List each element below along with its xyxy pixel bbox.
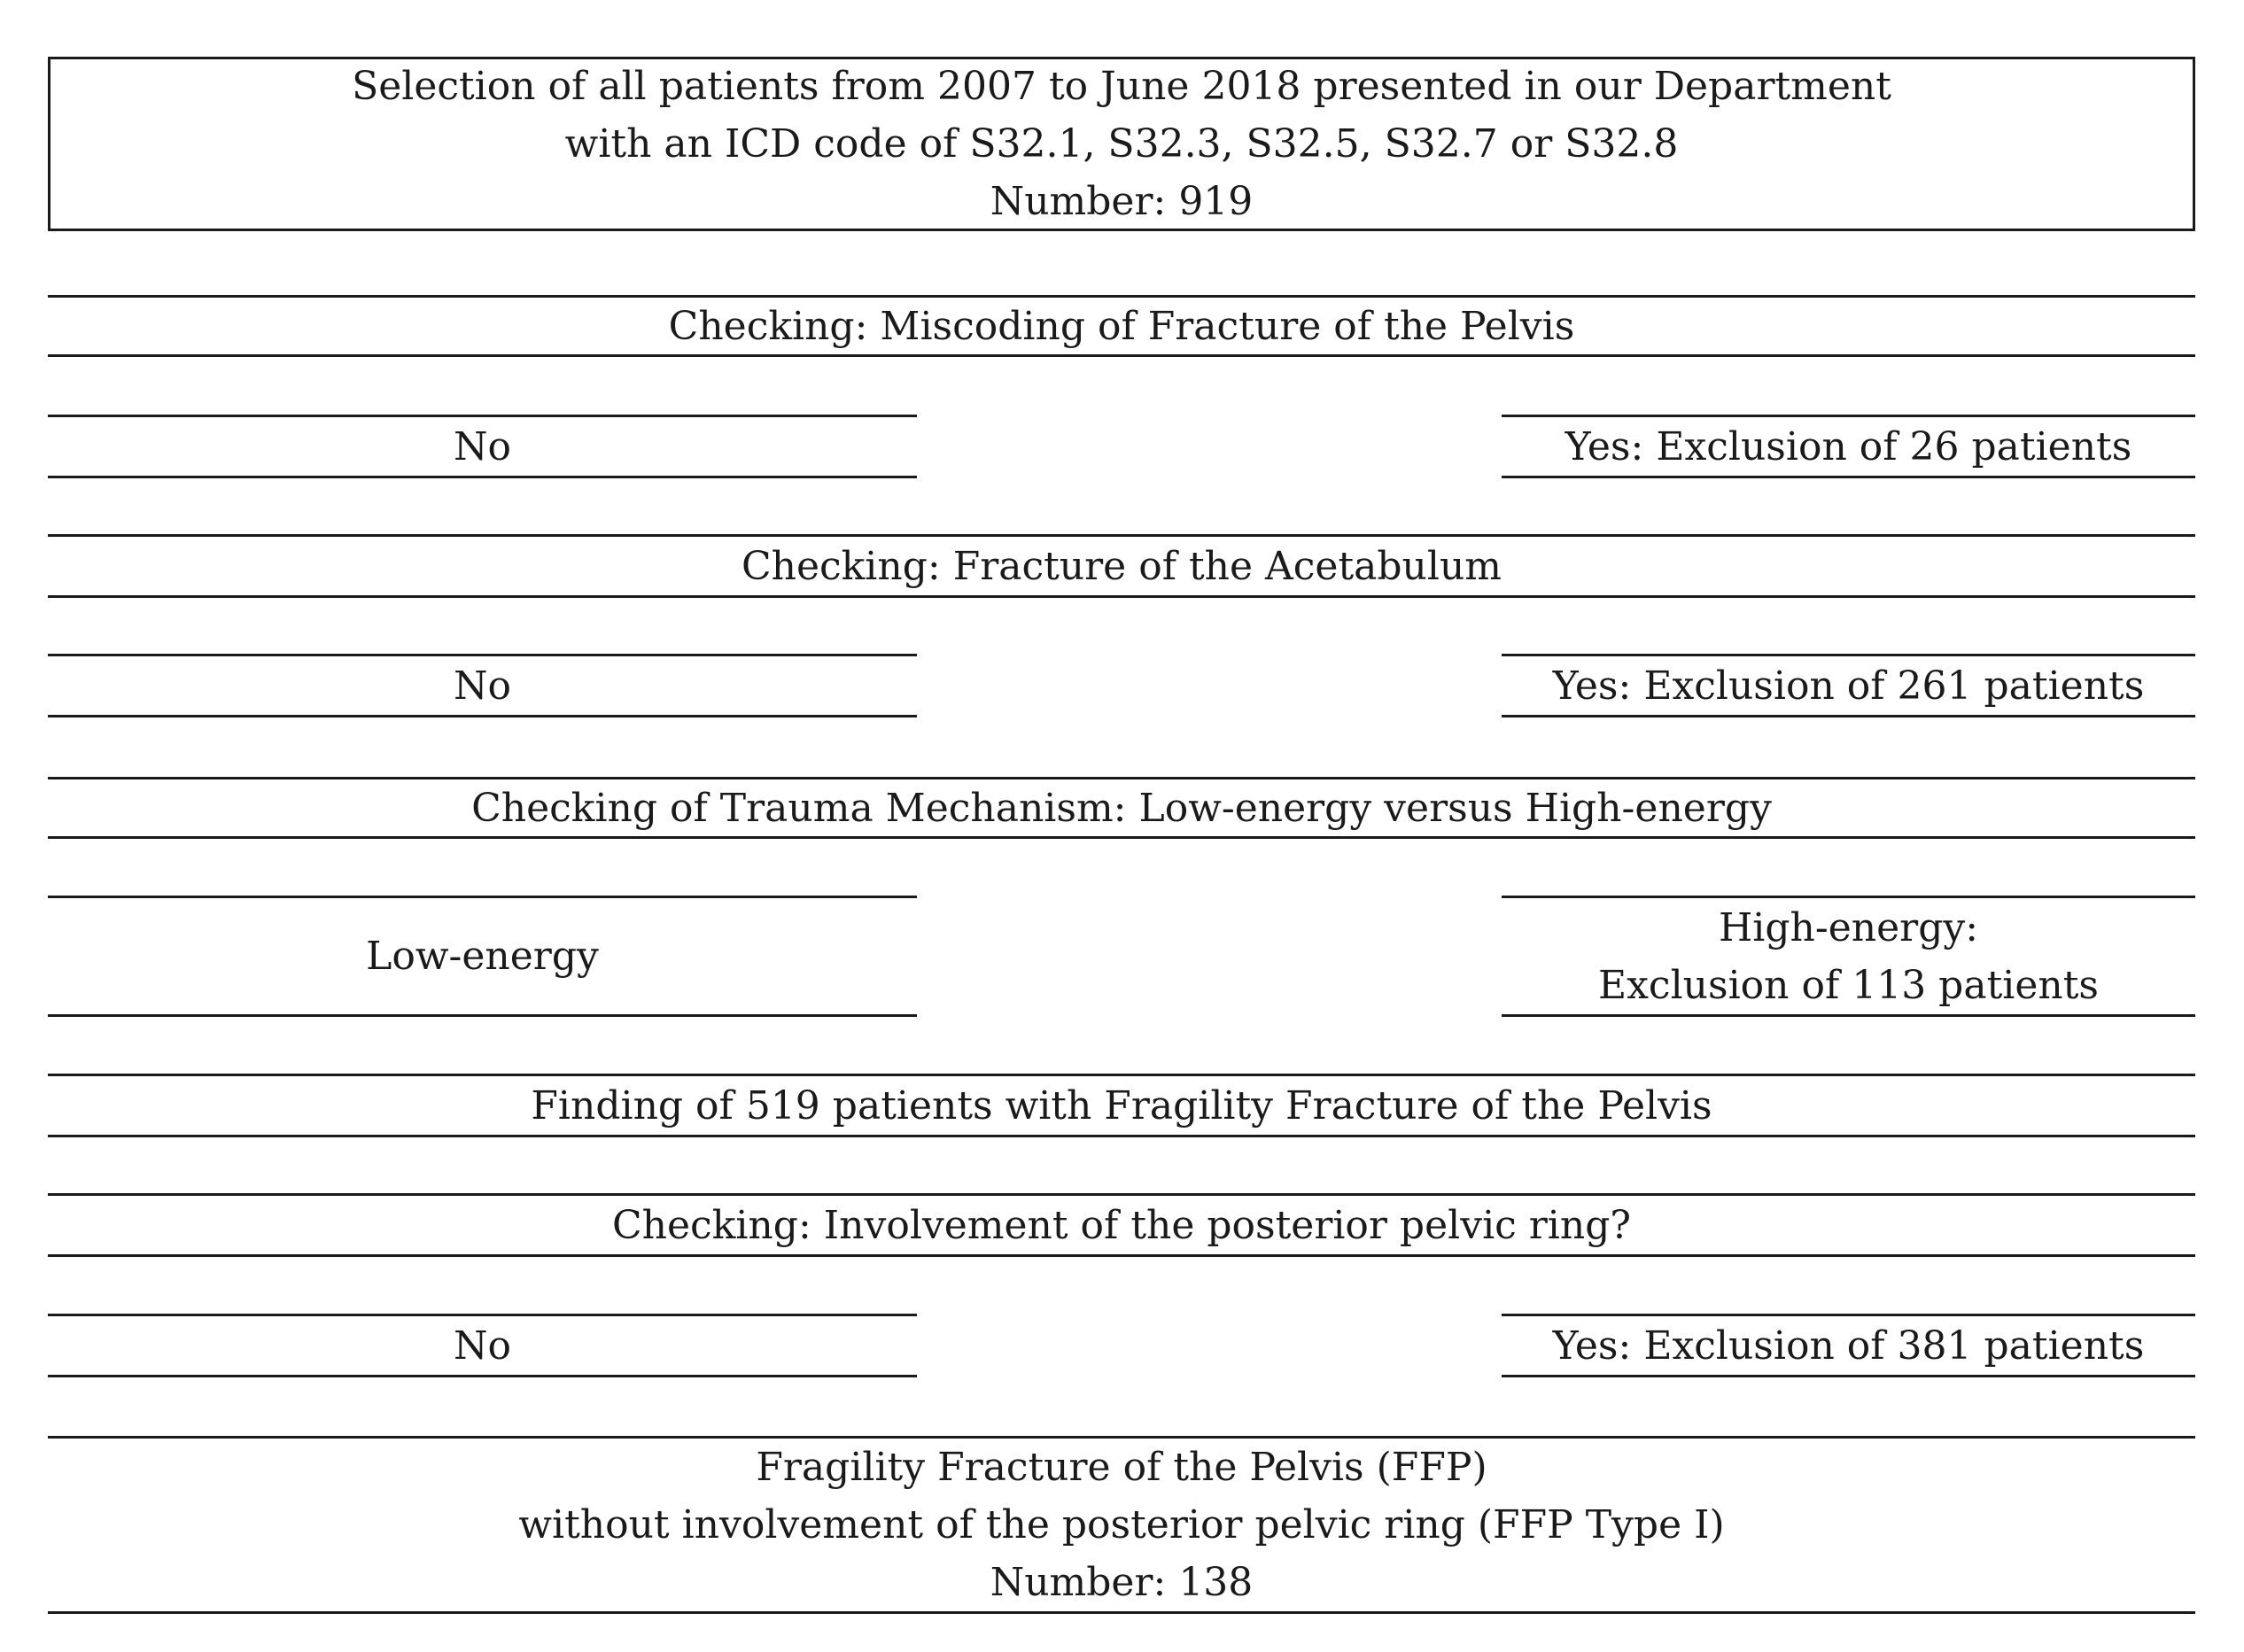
acetabulum-yes-exclusion [1502,654,2195,717]
result-ffp-type-1 [48,1436,2195,1614]
check-miscoding-label: Checking: Miscoding of Fracture of the Pelvis [668,303,1575,349]
posterior-ring-yes-label: Yes: Exclusion of 381 patients [1552,1322,2145,1369]
check-posterior-ring-label: Checking: Involvement of the posterior pelvic ring? [612,1202,1631,1248]
miscoding-yes-exclusion [1502,415,2195,478]
selection-line-2: with an ICD code of S32.1, S32.3, S32.5, S32.7 or S32.8 [564,121,1679,167]
check-posterior-ring [48,1193,2195,1257]
miscoding-yes-label: Yes: Exclusion of 26 patients [1565,423,2132,469]
check-trauma-mechanism [48,777,2195,839]
trauma-high-energy-exclusion [1502,896,2195,1017]
trauma-low-label: Low-energy [366,934,599,979]
finding-label: Finding of 519 patients with Fragility Fracture of the Pelvis [531,1082,1712,1128]
result-line-2: without involvement of the posterior pelvic ring (FFP Type I) [518,1502,1725,1547]
trauma-low-energy [48,896,917,1017]
miscoding-no [48,415,917,478]
result-line-1: Fragility Fracture of the Pelvis (FFP) [756,1445,1487,1490]
check-acetabulum [48,534,2195,598]
trauma-high-exclusion-label: Exclusion of 113 patients [1598,962,2099,1008]
miscoding-no-label: No [454,423,511,469]
selection-count: Number: 919 [990,179,1254,224]
check-miscoding [48,295,2195,357]
posterior-ring-no-label: No [454,1322,511,1369]
posterior-ring-no [48,1314,917,1377]
selection-box [48,57,2195,231]
selection-line-1: Selection of all patients from 2007 to June 2018 presented in our Department [352,64,1891,109]
check-trauma-label: Checking of Trauma Mechanism: Low-energy versus High-energy [471,785,1772,831]
posterior-ring-yes-exclusion [1502,1314,2195,1377]
check-acetabulum-label: Checking: Fracture of the Acetabulum [741,543,1502,589]
acetabulum-no [48,654,917,717]
acetabulum-no-label: No [454,663,511,709]
result-count: Number: 138 [990,1560,1254,1605]
trauma-high-label: High-energy: [1718,904,1979,950]
acetabulum-yes-label: Yes: Exclusion of 261 patients [1552,663,2145,709]
finding-fragility-fracture [48,1074,2195,1137]
